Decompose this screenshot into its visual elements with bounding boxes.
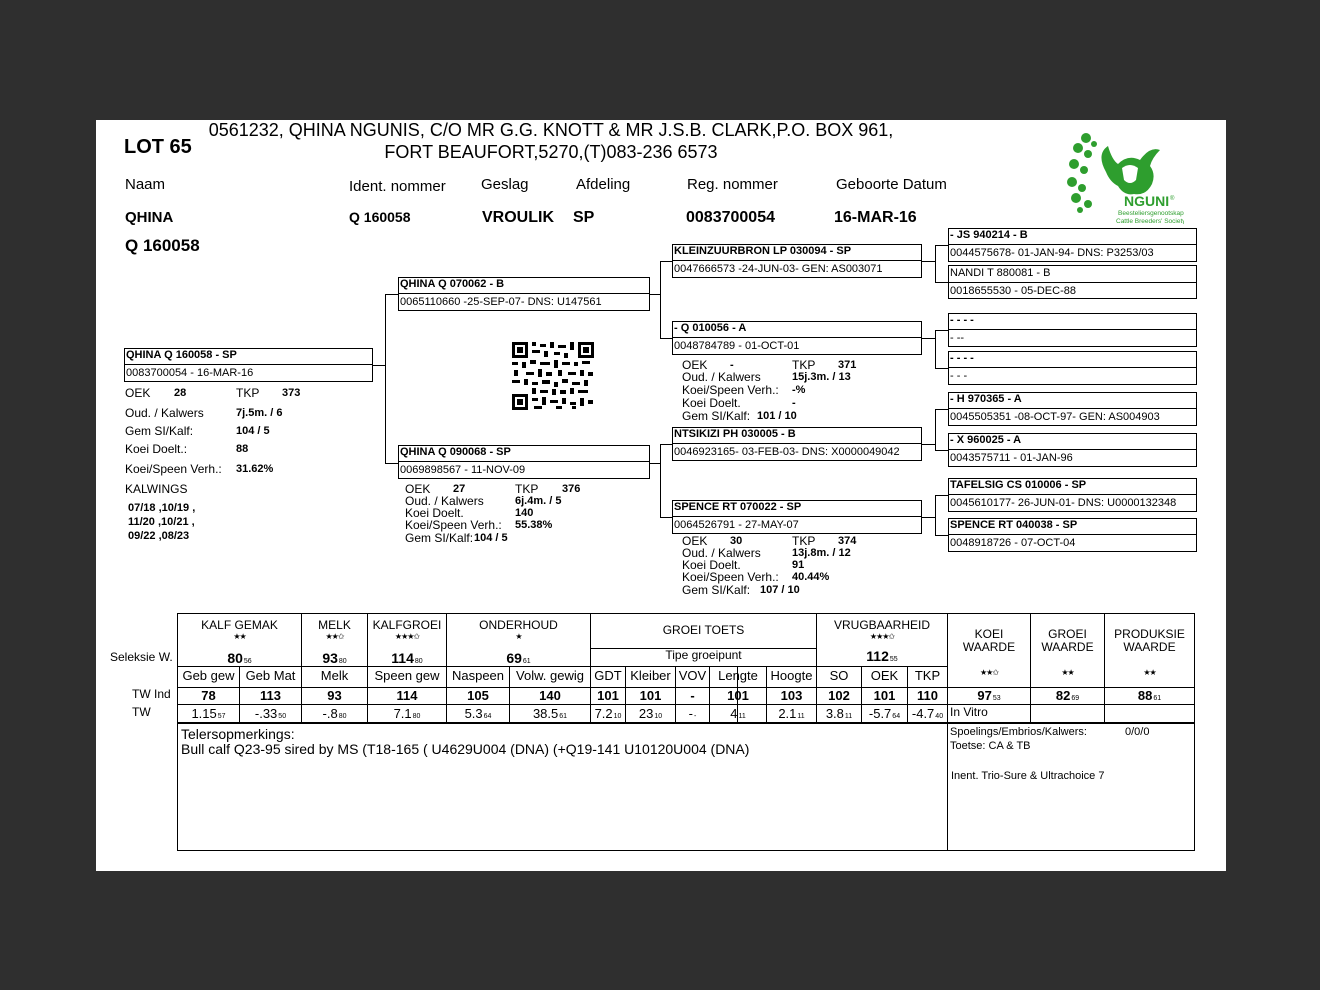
group-groei-toets: GROEI TOETS: [662, 623, 745, 637]
value-geboorte: 16-MAR-16: [834, 209, 917, 226]
grand-sire-sire-box: KLEINZUURBRON LP 030094 - SP 0047666573 -24-JUN-03- GEN: AS003071: [672, 244, 922, 278]
label-afdeling: Afdeling: [576, 176, 631, 193]
animal-oek: 28: [174, 387, 187, 399]
animal-title: QHINA Q 160058 - SP: [126, 349, 237, 361]
sire-box: QHINA Q 070062 - B 0065110660 -25-SEP-07- DNS: U147561: [398, 277, 650, 311]
grand-sire-dam-box: - Q 010056 - A 0048784789 - 01-OCT-01: [672, 321, 922, 355]
group-onderhoud: ONDERHOUD: [479, 618, 558, 632]
animal-speen: 31.62%: [236, 463, 274, 475]
toetse: Toetse: CA & TB: [950, 740, 1031, 752]
dam-box: QHINA Q 090068 - SP 0069898567 - 11-NOV-09: [398, 445, 650, 479]
seleksie-vrug: 11255: [866, 648, 898, 664]
spoelings-label: Spoelings/Embrios/Kalwers:: [950, 726, 1087, 738]
lot-number: LOT 65: [124, 136, 192, 158]
group-kalfgroei: KALFGROEI: [372, 618, 442, 632]
svg-text:®: ®: [1170, 196, 1175, 202]
group-kalf-gemak: KALF GEMAK: [201, 618, 278, 632]
seleksie-kalf: 8056: [227, 650, 252, 666]
animal-box: [124, 348, 373, 382]
label-geboorte: Geboorte Datum: [836, 176, 947, 193]
grand-dam-sire-box: NTSIKIZI PH 030005 - B 0046923165- 03-FEB-03- DNS: X0000049042: [672, 427, 922, 461]
qr-code-icon: [512, 342, 594, 410]
seleksie-melk: 9380: [322, 650, 347, 666]
logo-line-1: Beesteliersgenootskap: [1118, 210, 1184, 217]
animal-sub: 0083700054 - 16-MAR-16: [126, 367, 254, 379]
tipe-groeipunt: Tipe groeipunt: [665, 648, 742, 662]
great-box-1: - JS 940214 - B 0044575678- 01-JAN-94- DNS: P3253/03: [948, 228, 1197, 262]
label-geslag: Geslag: [481, 176, 529, 193]
seleksie-onderhoud: 6961: [506, 650, 531, 666]
group-groei-waarde: GROEI WAARDE: [1041, 627, 1094, 654]
group-produksie-waarde: PRODUKSIE WAARDE: [1114, 627, 1185, 654]
great-box-2: NANDI T 880081 - B 0018655530 - 05-DEC-88: [948, 265, 1197, 299]
pedigree-sheet: LOT 65 0561232, QHINA NGUNIS, C/O MR G.G. KNOTT & MR J.S.B. CLARK,P.O. BOX 961, FORT BEAUFORT,5270,(T)083-236 6573 NGUNI ® Beesteliersgenootskap Cattle Breeders' Society Naam Ident. nommer Geslag Afdeling Reg. nommer Geboorte Datum QHINA Q 160058 Q 160058 VROULIK SP 0083700054 16-MAR-16 QHINA Q 160058 - SP 0083700054 - 16-MAR-16 OEK 28 TKP 373 Oud. / Kalwers 7j.5m. / 6 Gem SI/Kalf: 104 / 5 Koei Doelt.: 88 Koei/Speen Verh.: 31.62% KALWINGS 07/18 ,10/19 , 11/20 ,10/21 , 09/22 ,08/23 QHINA Q 070062 - B 0065110660 -25-SEP-07- DNS: U147561 QHINA Q 090068 - SP 0069898567 - 11-NOV-09 OEK 27 TKP 376 Oud. / Kalwers 6j.4m. / 5 Koei Doelt. 140 Koei/Speen Verh.: 55.38% Gem SI/Kalf: 104 / 5 KLEINZUURBRON LP 030094 - SP 0047666573 -24-JUN-03- GEN: AS003071 - Q 010056 - A 0048784789 - 01-OCT-01 OEK - TKP 371 Oud. / Kalwers 15j.3m. / 13 Koei/Speen Verh.: -% Koei Doelt. - Gem SI/Kalf: 101 / 10 NTSIKIZI PH 030005 - B 0046923165- 03-FEB-03- DNS: X0000049042 SPENCE RT 070022 - SP 0064526791 - 27-MAY-07 OEK 30 TKP 374 Oud. / Kalwers 13j.8m. / 12 Koei Doelt. 91 Koei/Speen Verh.: 40.44% Gem SI/Kalf: 107 / 10 - JS 940214 - B 0044575678- 01-JAN-94- DNS: P3253/03 NANDI T 880081 - B 0018655530 - 05-DEC-88 - - - - - -- - - - - - - - - H 970365 - A 0045505351 -08-OCT-97- GEN: AS004903 - X 960025 - A 0043575711 - 01-JAN-96 TAFELSIG CS 010006 - SP 0045610177- 26-JUN-01- DNS: U0000132348 SPENCE RT 040038 - SP 0048918726 - 07-OCT-04 KALF GEMAK ★★ MELK ★★✩ KALFGROEI ★★★✩ ONDERHOUD ★ GROEI TOETS Tipe groeipunt VRUGBAARHEID ★★★✩ KOEI WAARDE GROEI WAARDE PRODUKSIE WAARDE ★★✩ ★★ ★★ Seleksie W. TW Ind TW 8056 9380 11480 6961 11255 Geb gew Geb Mat Melk Speen gew Naspeen Volw. gewig GDT Kleiber VOV Lengte Hoogte SO OEK TKP 78 113 93 114 105 140 101 101 - 101 103 102 101 110 9753 8269 8861 1.1557 -.3350 -.880 7.180 5.364 38.561 7.210 2310 -- 411 2.111 3.811 -5.764 -4.740 In Vitro Telersopmerkings: Bull calf Q23-95 sired by MS (T18-165 ( U4629U004 (DNA) (+Q19-141 U10120U004 (DNA) Spoelings/Embrios/Kalwers: 0/0/0 Toetse: CA & TB Inent. Trio-Sure & Ultrachoice 7: [96, 120, 1226, 871]
group-koei-waarde: KOEI WAARDE: [962, 627, 1016, 654]
kalwings-1: 07/18 ,10/19 ,: [128, 502, 196, 514]
value-naam: QHINA: [125, 209, 174, 226]
in-vitro: In Vitro: [950, 705, 988, 719]
kalwings-3: 09/22 ,08/23: [128, 530, 190, 542]
spoelings-value: 0/0/0: [1125, 726, 1150, 738]
value-ident: Q 160058: [349, 209, 411, 225]
value-geslag: VROULIK: [482, 209, 554, 226]
grand-dam-dam-box: SPENCE RT 070022 - SP 0064526791 - 27-MAY-07: [672, 500, 922, 534]
great-box-4: - - - - - - -: [948, 351, 1197, 385]
great-box-6: - X 960025 - A 0043575711 - 01-JAN-96: [948, 433, 1197, 467]
value-afdeling: SP: [573, 209, 595, 226]
stars-kalf: ★★: [233, 632, 246, 641]
animal-gem: 104 / 5: [236, 425, 270, 437]
row-label-seleksie: Seleksie W.: [110, 650, 173, 664]
great-box-8: SPENCE RT 040038 - SP 0048918726 - 07-OCT-04: [948, 518, 1197, 552]
row-label-tw: TW: [132, 705, 151, 719]
nguni-logo: [1066, 124, 1184, 224]
nguni-cattle-icon: [1066, 124, 1184, 224]
animal-koei: 88: [236, 443, 249, 455]
label-naam: Naam: [125, 176, 166, 193]
animal-tkp: 373: [282, 387, 301, 399]
seleksie-kalfgroei: 11480: [391, 650, 423, 666]
value-reg: 0083700054: [686, 209, 775, 226]
row-label-twind: TW Ind: [132, 687, 171, 701]
label-reg: Reg. nommer: [687, 176, 778, 193]
great-box-5: - H 970365 - A 0045505351 -08-OCT-97- GEN: AS004903: [948, 392, 1197, 426]
logo-line-2: Cattle Breeders' Society: [1116, 218, 1184, 224]
inent: Inent. Trio-Sure & Ultrachoice 7: [951, 770, 1105, 782]
remarks-text: Bull calf Q23-95 sired by MS (T18-165 ( U4629U004 (DNA) (+Q19-141 U10120U004 (DNA): [181, 741, 750, 757]
owner-line-2: FORT BEAUFORT,5270,(T)083-236 6573: [384, 142, 718, 162]
animal-oud: 7j.5m. / 6: [236, 407, 283, 419]
owner-line-1: 0561232, QHINA NGUNIS, C/O MR G.G. KNOTT & MR J.S.B. CLARK,P.O. BOX 961,: [208, 120, 894, 140]
group-melk: MELK: [318, 618, 351, 632]
group-vrugbaarheid: VRUGBAARHEID: [833, 618, 931, 632]
label-ident: Ident. nommer: [349, 178, 446, 195]
great-box-3: - - - - - --: [948, 313, 1197, 347]
value-naam-2: Q 160058: [125, 236, 200, 255]
remarks-label: Telersopmerkings:: [181, 726, 295, 742]
kalwings-2: 11/20 ,10/21 ,: [128, 516, 195, 528]
logo-brand: NGUNI: [1124, 193, 1170, 209]
great-box-7: TAFELSIG CS 010006 - SP 0045610177- 26-JUN-01- DNS: U0000132348: [948, 478, 1197, 512]
